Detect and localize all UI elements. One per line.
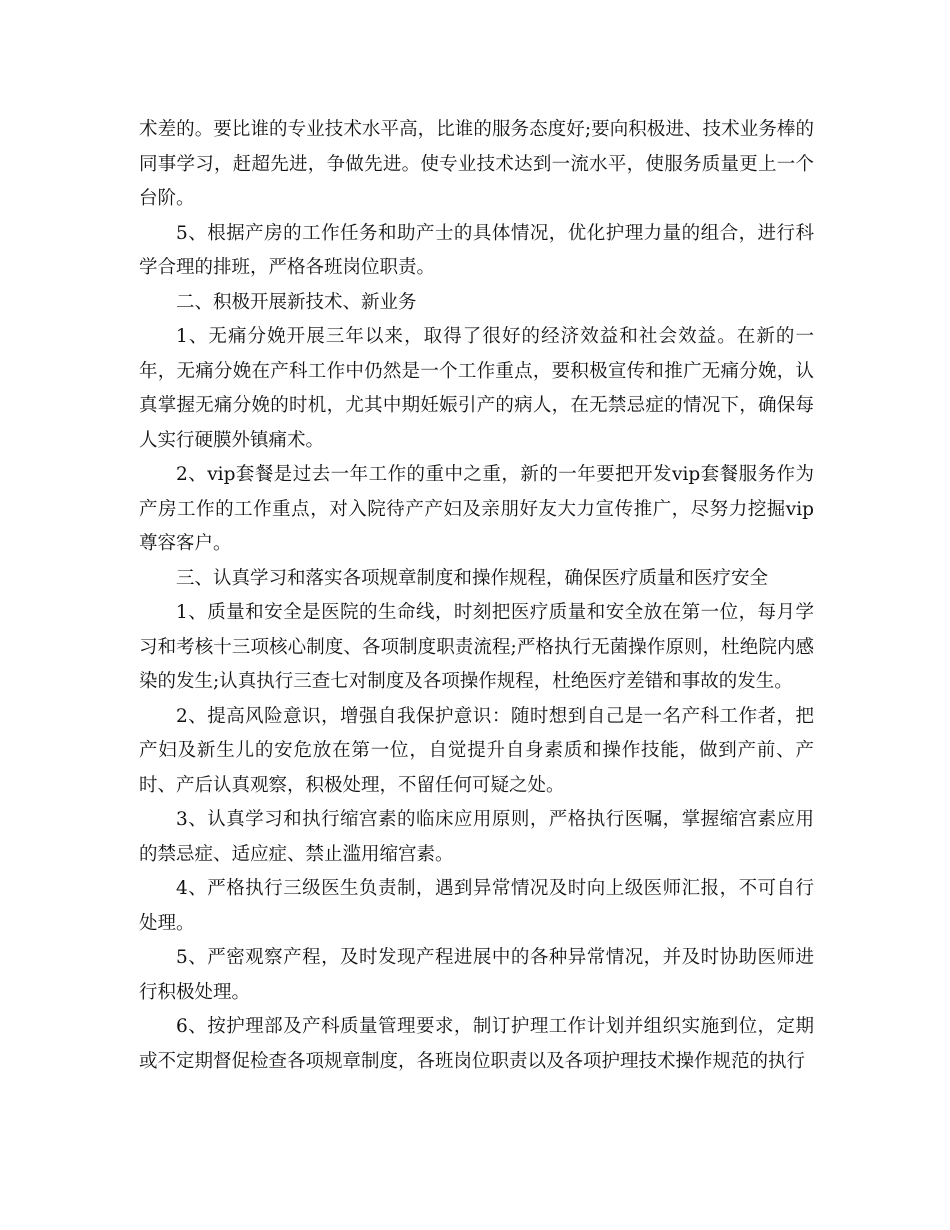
paragraph-item-1-painless-delivery: 1、无痛分娩开展三年以来，取得了很好的经济效益和社会效益。在新的一年，无痛分娩在产科工作中仍然是一个工作重点，要积极宣传和推广无痛分娩，认真掌握无痛分娩的时机，尤其中期妊娠引产的病人，在无禁忌症的情况下，确保每人实行硬膜外镇痛术。	[139, 326, 814, 451]
section-heading-new-technology: 二、积极开展新技术、新业务	[176, 291, 417, 313]
paragraph-item-5-labor-observation: 5、严密观察产程，及时发现产程进展中的各种异常情况，并及时协助医师进行积极处理。	[139, 947, 814, 1003]
paragraph-item-4-physician-responsibility: 4、严格执行三级医生负责制，遇到异常情况及时向上级医师汇报，不可自行处理。	[139, 878, 814, 934]
paragraph-item-2-risk-awareness: 2、提高风险意识，增强自我保护意识：随时想到自己是一名产科工作者，把产妇及新生儿的安危放在第一位，自觉提升自身素质和操作技能，做到产前、产时、产后认真观察，积极处理，不留任何可疑之处。	[139, 705, 814, 796]
section-heading-regulations: 三、认真学习和落实各项规章制度和操作规程，确保医疗质量和医疗安全	[176, 567, 769, 589]
paragraph-item-2-vip-package: 2、vip套餐是过去一年工作的重中之重，新的一年要把开发vip套餐服务作为产房工作的工作重点，对入院待产产妇及亲朋好友大力宣传推广，尽努力挖掘vip尊容客户。	[139, 464, 814, 554]
paragraph-continuation: 术差的。要比谁的专业技术水平高，比谁的服务态度好;要向积极进、技术业务棒的同事学习，赶超先进，争做先进。使专业技术达到一流水平，使服务质量更上一个台阶。	[139, 119, 814, 209]
paragraph-item-5-scheduling: 5、根据产房的工作任务和助产士的具体情况，优化护理力量的组合，进行科学合理的排班，严格各班岗位职责。	[139, 222, 814, 278]
document-body	[139, 113, 814, 1079]
paragraph-item-1-quality-safety: 1、质量和安全是医院的生命线，时刻把医疗质量和安全放在第一位，每月学习和考核十三项核心制度、各项制度职责流程;严格执行无菌操作原则，杜绝院内感染的发生;认真执行三查七对制度及各项操作规程，杜绝医疗差错和事故的发生。	[139, 602, 814, 692]
paragraph-item-6-nursing-plan: 6、按护理部及产科质量管理要求，制订护理工作计划并组织实施到位，定期或不定期督促检查各项规章制度，各班岗位职责以及各项护理技术操作规范的执行	[139, 1016, 814, 1072]
paragraph-item-3-oxytocin: 3、认真学习和执行缩宫素的临床应用原则，严格执行医嘱，掌握缩宫素应用的禁忌症、适应症、禁止滥用缩宫素。	[139, 809, 814, 865]
